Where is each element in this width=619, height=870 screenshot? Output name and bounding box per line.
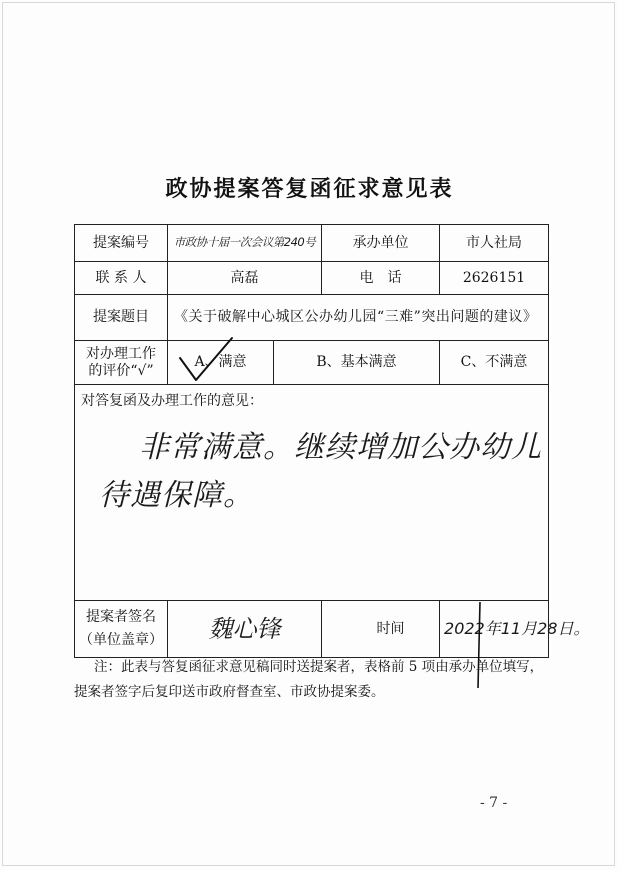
contact-value: 高磊: [168, 262, 322, 295]
option-c[interactable]: C、不满意: [440, 341, 549, 385]
topic-value: 《关于破解中心城区公办幼儿园“三难”突出问题的建议》: [168, 295, 549, 341]
opinion-handwritten-line1: 非常满意。继续增加公办幼儿: [139, 429, 542, 465]
signer-label-line1: 提案者签名: [86, 609, 156, 626]
topic-label: 提案题目: [75, 295, 168, 341]
proposal-no-label: 提案编号: [75, 225, 168, 262]
page-number: - 7 -: [480, 795, 508, 811]
opinion-handwritten-line2: 待遇保障。: [99, 477, 254, 513]
phone-label: 电 话: [322, 262, 440, 295]
signer-label: [75, 601, 168, 658]
option-b[interactable]: B、基本满意: [274, 341, 440, 385]
evaluation-label-line1: 对办理工作: [86, 345, 156, 362]
signer-label-line2: （单位盖章）: [79, 632, 163, 648]
proposal-no-value: 市政协十届一次会议第240号: [168, 225, 322, 262]
opinion-label: 对答复函及办理工作的意见：: [81, 393, 263, 409]
evaluation-label-line2: 的评价“√”: [88, 362, 154, 379]
handling-unit-label: 承办单位: [322, 225, 440, 262]
evaluation-label: [75, 341, 168, 385]
footnote: 注：此表与答复函征求意见稿同时送提案者，表格前 5 项由承办单位填写，提案者签字后复印送市政府督查室、市政协提案委。: [74, 659, 544, 700]
feedback-form-table: [74, 224, 590, 658]
checkmark-icon: [176, 336, 236, 386]
time-label: 时间: [322, 601, 440, 658]
contact-label: 联 系 人: [75, 262, 168, 295]
signer-handwritten: 魏心锋: [168, 601, 322, 658]
page-title: 政协提案答复函征求意见表: [165, 176, 454, 202]
opinion-cell: [75, 385, 549, 601]
time-handwritten: 2022年11月28日。: [440, 601, 549, 658]
handling-unit-value: 市人社局: [440, 225, 549, 262]
option-a[interactable]: A、满意: [168, 341, 274, 385]
phone-value: 2626151: [440, 262, 549, 295]
